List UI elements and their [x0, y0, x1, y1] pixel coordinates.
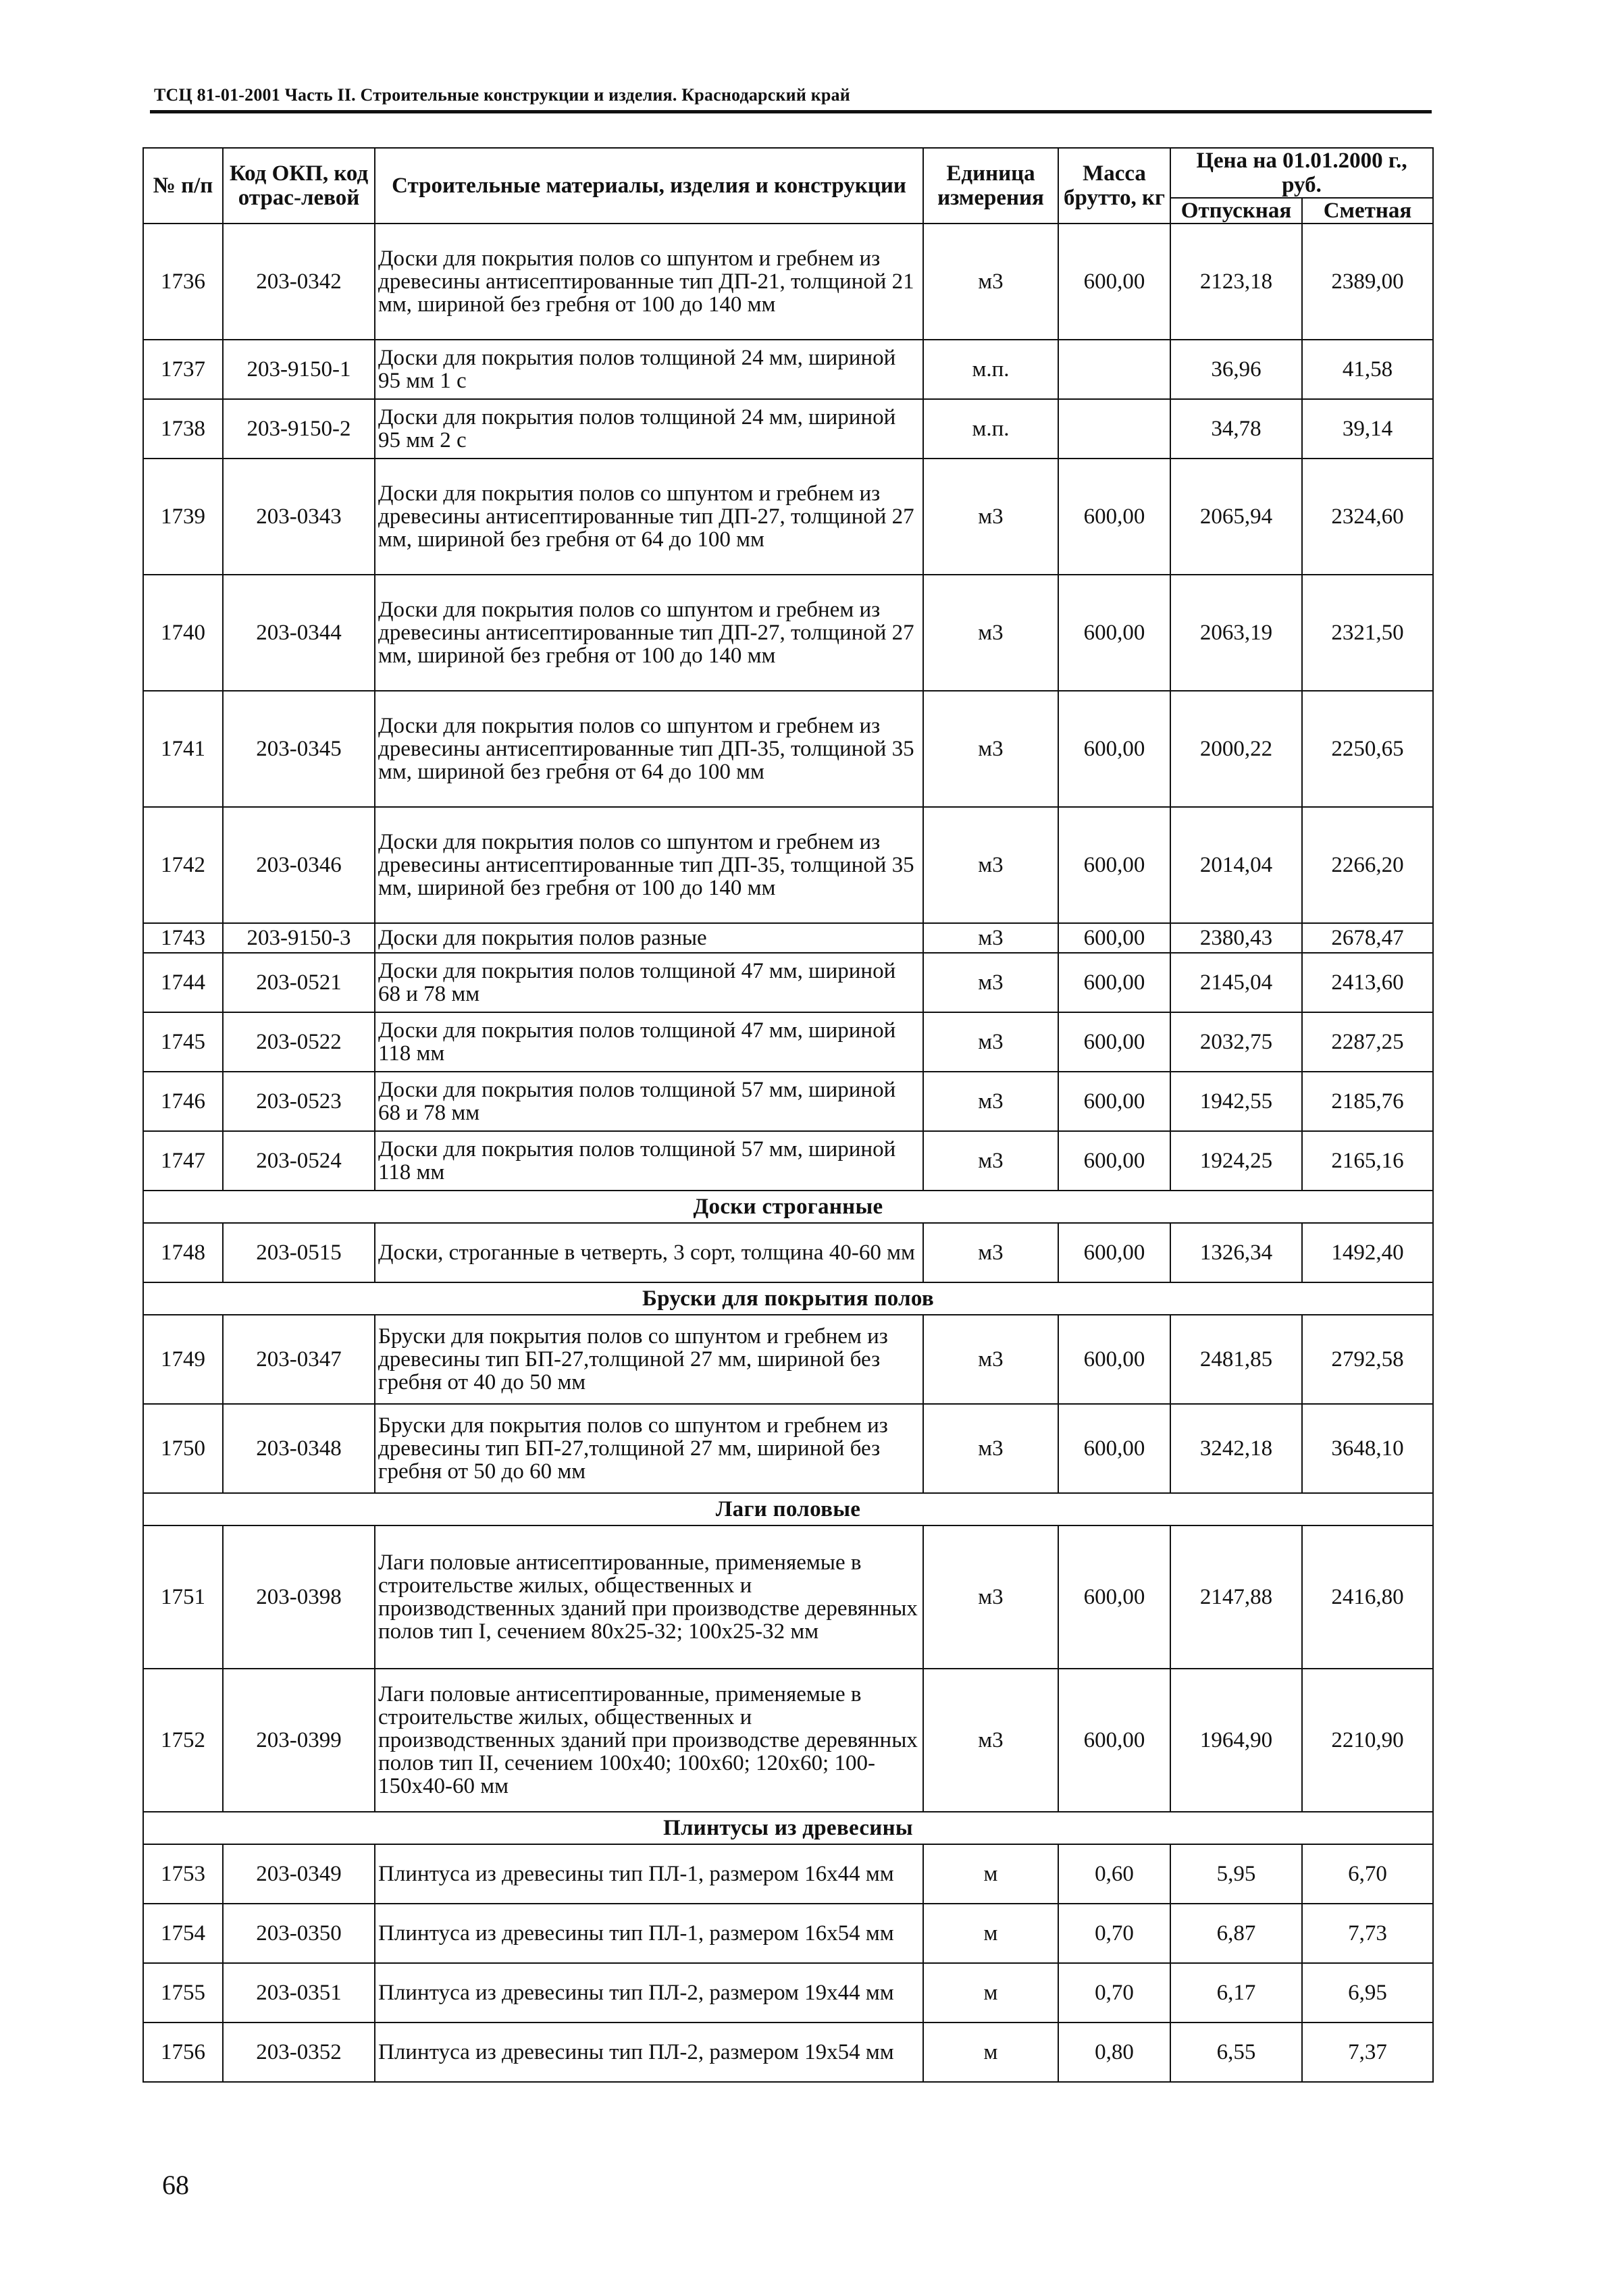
table-row — [143, 1012, 1433, 1072]
cell-price-estimate: 2185,76 — [1302, 1072, 1433, 1131]
table-row — [143, 1904, 1433, 1963]
cell-unit: м3 — [923, 1131, 1058, 1191]
cell-okp-code: 203-0346 — [223, 807, 375, 923]
cell-okp-code: 203-0351 — [223, 1963, 375, 2023]
cell-price-release: 1942,55 — [1170, 1072, 1302, 1131]
cell-okp-code: 203-0399 — [223, 1669, 375, 1812]
cell-unit: м — [923, 1844, 1058, 1904]
table-row — [143, 953, 1433, 1012]
cell-okp-code: 203-9150-2 — [223, 399, 375, 459]
table-row — [143, 1404, 1433, 1493]
cell-price-estimate: 41,58 — [1302, 340, 1433, 399]
cell-mass: 0,60 — [1058, 1844, 1170, 1904]
cell-unit: м3 — [923, 953, 1058, 1012]
cell-price-estimate: 2416,80 — [1302, 1525, 1433, 1669]
cell-mass — [1058, 340, 1170, 399]
cell-okp-code: 203-0515 — [223, 1223, 375, 1282]
table-row — [143, 1315, 1433, 1404]
cell-unit: м3 — [923, 1525, 1058, 1669]
cell-description: Доски для покрытия полов со шпунтом и гребнем из древесины антисептированные тип ДП-21, толщиной 21 мм, шириной без гребня от 100 до 140 мм — [375, 224, 923, 340]
cell-unit: м — [923, 2023, 1058, 2082]
cell-description: Доски для покрытия полов толщиной 24 мм, шириной 95 мм 1 с — [375, 340, 923, 399]
cell-item-number: 1737 — [143, 340, 223, 399]
section-row — [143, 1282, 1433, 1315]
cell-mass: 600,00 — [1058, 691, 1170, 807]
cell-price-release: 1326,34 — [1170, 1223, 1302, 1282]
cell-price-release: 6,55 — [1170, 2023, 1302, 2082]
cell-mass: 600,00 — [1058, 923, 1170, 953]
cell-mass: 0,70 — [1058, 1963, 1170, 2023]
cell-item-number: 1749 — [143, 1315, 223, 1404]
table-row — [143, 1963, 1433, 2023]
cell-price-release: 2481,85 — [1170, 1315, 1302, 1404]
table-row — [143, 691, 1433, 807]
cell-price-estimate: 2413,60 — [1302, 953, 1433, 1012]
cell-mass: 0,80 — [1058, 2023, 1170, 2082]
cell-description: Лаги половые антисептированные, применяемые в строительстве жилых, общественных и производственных зданий при производстве деревянных полов тип II, сечением 100х40; 100х60; 120х60; 100-150х40-60 мм — [375, 1669, 923, 1812]
cell-okp-code: 203-0522 — [223, 1012, 375, 1072]
header-price-group: Цена на 01.01.2000 г., руб. — [1170, 148, 1433, 198]
cell-mass: 600,00 — [1058, 1072, 1170, 1131]
cell-price-release: 1964,90 — [1170, 1669, 1302, 1812]
table-row — [143, 224, 1433, 340]
cell-unit: м3 — [923, 1012, 1058, 1072]
cell-description: Доски для покрытия полов толщиной 57 мм, шириной 118 мм — [375, 1131, 923, 1191]
cell-okp-code: 203-0343 — [223, 459, 375, 575]
cell-okp-code: 203-9150-1 — [223, 340, 375, 399]
cell-description: Доски для покрытия полов толщиной 47 мм, шириной 68 и 78 мм — [375, 953, 923, 1012]
cell-description: Плинтуса из древесины тип ПЛ-1, размером 16х44 мм — [375, 1844, 923, 1904]
table-row — [143, 399, 1433, 459]
cell-item-number: 1750 — [143, 1404, 223, 1493]
cell-okp-code: 203-0348 — [223, 1404, 375, 1493]
cell-unit: м3 — [923, 807, 1058, 923]
cell-item-number: 1739 — [143, 459, 223, 575]
header-mass: Масса брутто, кг — [1058, 148, 1170, 224]
cell-item-number: 1740 — [143, 575, 223, 691]
cell-description: Бруски для покрытия полов со шпунтом и гребнем из древесины тип БП-27,толщиной 27 мм, шириной без гребня от 40 до 50 мм — [375, 1315, 923, 1404]
cell-item-number: 1744 — [143, 953, 223, 1012]
cell-unit: м — [923, 1963, 1058, 2023]
cell-item-number: 1748 — [143, 1223, 223, 1282]
cell-price-estimate: 3648,10 — [1302, 1404, 1433, 1493]
cell-okp-code: 203-9150-3 — [223, 923, 375, 953]
cell-okp-code: 203-0398 — [223, 1525, 375, 1669]
cell-price-estimate: 7,73 — [1302, 1904, 1433, 1963]
section-title: Плинтусы из древесины — [143, 1812, 1433, 1844]
cell-description: Доски для покрытия полов толщиной 47 мм, шириной 118 мм — [375, 1012, 923, 1072]
cell-price-release: 2063,19 — [1170, 575, 1302, 691]
cell-item-number: 1754 — [143, 1904, 223, 1963]
cell-price-estimate: 2287,25 — [1302, 1012, 1433, 1072]
cell-description: Доски для покрытия полов разные — [375, 923, 923, 953]
cell-price-release: 2380,43 — [1170, 923, 1302, 953]
cell-item-number: 1738 — [143, 399, 223, 459]
running-header: ТСЦ 81-01-2001 Часть II. Строительные конструкции и изделия. Краснодарский край — [154, 85, 850, 105]
cell-price-estimate: 2324,60 — [1302, 459, 1433, 575]
cell-item-number: 1756 — [143, 2023, 223, 2082]
cell-mass: 600,00 — [1058, 1315, 1170, 1404]
cell-unit: м.п. — [923, 399, 1058, 459]
table-row — [143, 1131, 1433, 1191]
table-row — [143, 807, 1433, 923]
cell-price-release: 3242,18 — [1170, 1404, 1302, 1493]
cell-price-release: 6,87 — [1170, 1904, 1302, 1963]
cell-okp-code: 203-0521 — [223, 953, 375, 1012]
cell-item-number: 1746 — [143, 1072, 223, 1131]
cell-price-estimate: 2389,00 — [1302, 224, 1433, 340]
cell-price-release: 5,95 — [1170, 1844, 1302, 1904]
cell-mass: 600,00 — [1058, 807, 1170, 923]
cell-mass: 600,00 — [1058, 1669, 1170, 1812]
cell-description: Плинтуса из древесины тип ПЛ-2, размером 19х44 мм — [375, 1963, 923, 2023]
cell-unit: м3 — [923, 1669, 1058, 1812]
cell-item-number: 1753 — [143, 1844, 223, 1904]
section-title: Доски строганные — [143, 1191, 1433, 1223]
table-row — [143, 1844, 1433, 1904]
cell-okp-code: 203-0523 — [223, 1072, 375, 1131]
cell-mass: 600,00 — [1058, 1525, 1170, 1669]
cell-price-release: 2065,94 — [1170, 459, 1302, 575]
cell-price-release: 2145,04 — [1170, 953, 1302, 1012]
cell-mass: 600,00 — [1058, 1012, 1170, 1072]
table-row — [143, 923, 1433, 953]
cell-description: Бруски для покрытия полов со шпунтом и гребнем из древесины тип БП-27,толщиной 27 мм, шириной без гребня от 50 до 60 мм — [375, 1404, 923, 1493]
cell-unit: м3 — [923, 691, 1058, 807]
section-title: Бруски для покрытия полов — [143, 1282, 1433, 1315]
section-row — [143, 1191, 1433, 1223]
cell-okp-code: 203-0347 — [223, 1315, 375, 1404]
cell-unit: м3 — [923, 459, 1058, 575]
cell-mass: 600,00 — [1058, 224, 1170, 340]
cell-item-number: 1736 — [143, 224, 223, 340]
cell-description: Доски для покрытия полов толщиной 57 мм, шириной 68 и 78 мм — [375, 1072, 923, 1131]
cell-mass: 600,00 — [1058, 459, 1170, 575]
cell-description: Доски, строганные в четверть, 3 сорт, толщина 40-60 мм — [375, 1223, 923, 1282]
cell-price-estimate: 1492,40 — [1302, 1223, 1433, 1282]
cell-unit: м3 — [923, 575, 1058, 691]
cell-item-number: 1755 — [143, 1963, 223, 2023]
cell-okp-code: 203-0344 — [223, 575, 375, 691]
header-rule — [150, 110, 1432, 113]
cell-unit: м3 — [923, 923, 1058, 953]
cell-price-estimate: 2210,90 — [1302, 1669, 1433, 1812]
cell-description: Доски для покрытия полов со шпунтом и гребнем из древесины антисептированные тип ДП-27, толщиной 27 мм, шириной без гребня от 64 до 100 мм — [375, 459, 923, 575]
price-table-wrapper — [142, 147, 1432, 2083]
cell-price-estimate: 2266,20 — [1302, 807, 1433, 923]
cell-price-release: 2147,88 — [1170, 1525, 1302, 1669]
table-row — [143, 1669, 1433, 1812]
cell-price-release: 2123,18 — [1170, 224, 1302, 340]
cell-description: Плинтуса из древесины тип ПЛ-2, размером 19х54 мм — [375, 2023, 923, 2082]
section-title: Лаги половые — [143, 1493, 1433, 1525]
cell-item-number: 1751 — [143, 1525, 223, 1669]
cell-price-release: 2032,75 — [1170, 1012, 1302, 1072]
cell-okp-code: 203-0342 — [223, 224, 375, 340]
table-row — [143, 340, 1433, 399]
table-row — [143, 575, 1433, 691]
cell-unit: м — [923, 1904, 1058, 1963]
cell-unit: м3 — [923, 1404, 1058, 1493]
cell-unit: м3 — [923, 1072, 1058, 1131]
table-body — [143, 224, 1433, 2082]
cell-price-estimate: 2678,47 — [1302, 923, 1433, 953]
cell-okp-code: 203-0350 — [223, 1904, 375, 1963]
header-num: № п/п — [143, 148, 223, 224]
table-row — [143, 459, 1433, 575]
cell-description: Доски для покрытия полов со шпунтом и гребнем из древесины антисептированные тип ДП-27, толщиной 27 мм, шириной без гребня от 100 до 140 мм — [375, 575, 923, 691]
header-unit: Единица измерения — [923, 148, 1058, 224]
cell-price-estimate: 7,37 — [1302, 2023, 1433, 2082]
cell-item-number: 1741 — [143, 691, 223, 807]
cell-price-release: 2014,04 — [1170, 807, 1302, 923]
header-code: Код ОКП, код отрас-левой — [223, 148, 375, 224]
cell-mass: 0,70 — [1058, 1904, 1170, 1963]
cell-price-release: 36,96 — [1170, 340, 1302, 399]
table-header — [143, 148, 1433, 224]
cell-okp-code: 203-0352 — [223, 2023, 375, 2082]
cell-unit: м3 — [923, 1315, 1058, 1404]
cell-item-number: 1745 — [143, 1012, 223, 1072]
cell-price-estimate: 2792,58 — [1302, 1315, 1433, 1404]
cell-item-number: 1752 — [143, 1669, 223, 1812]
price-table — [142, 147, 1434, 2083]
cell-item-number: 1747 — [143, 1131, 223, 1191]
table-row — [143, 1525, 1433, 1669]
section-row — [143, 1493, 1433, 1525]
cell-okp-code: 203-0345 — [223, 691, 375, 807]
cell-item-number: 1742 — [143, 807, 223, 923]
cell-unit: м3 — [923, 1223, 1058, 1282]
cell-description: Доски для покрытия полов со шпунтом и гребнем из древесины антисептированные тип ДП-35, толщиной 35 мм, шириной без гребня от 64 до 100 мм — [375, 691, 923, 807]
cell-mass: 600,00 — [1058, 575, 1170, 691]
cell-mass: 600,00 — [1058, 1404, 1170, 1493]
cell-description: Доски для покрытия полов толщиной 24 мм, шириной 95 мм 2 с — [375, 399, 923, 459]
header-description: Строительные материалы, изделия и конструкции — [375, 148, 923, 224]
cell-price-release: 2000,22 — [1170, 691, 1302, 807]
header-price-estimate: Сметная — [1302, 198, 1433, 224]
cell-price-estimate: 6,95 — [1302, 1963, 1433, 2023]
cell-mass: 600,00 — [1058, 1131, 1170, 1191]
header-price-release: Отпускная — [1170, 198, 1302, 224]
cell-price-estimate: 2321,50 — [1302, 575, 1433, 691]
cell-okp-code: 203-0524 — [223, 1131, 375, 1191]
cell-description: Доски для покрытия полов со шпунтом и гребнем из древесины антисептированные тип ДП-35, толщиной 35 мм, шириной без гребня от 100 до 140 мм — [375, 807, 923, 923]
cell-okp-code: 203-0349 — [223, 1844, 375, 1904]
table-row — [143, 1223, 1433, 1282]
cell-price-estimate: 6,70 — [1302, 1844, 1433, 1904]
cell-unit: м3 — [923, 224, 1058, 340]
cell-description: Лаги половые антисептированные, применяемые в строительстве жилых, общественных и производственных зданий при производстве деревянных полов тип I, сечением 80х25-32; 100х25-32 мм — [375, 1525, 923, 1669]
table-row — [143, 2023, 1433, 2082]
cell-mass: 600,00 — [1058, 1223, 1170, 1282]
cell-unit: м.п. — [923, 340, 1058, 399]
cell-price-estimate: 2250,65 — [1302, 691, 1433, 807]
cell-price-release: 6,17 — [1170, 1963, 1302, 2023]
page-number: 68 — [162, 2170, 189, 2200]
cell-description: Плинтуса из древесины тип ПЛ-1, размером 16х54 мм — [375, 1904, 923, 1963]
cell-mass — [1058, 399, 1170, 459]
cell-price-release: 1924,25 — [1170, 1131, 1302, 1191]
cell-price-estimate: 39,14 — [1302, 399, 1433, 459]
section-row — [143, 1812, 1433, 1844]
table-row — [143, 1072, 1433, 1131]
cell-price-estimate: 2165,16 — [1302, 1131, 1433, 1191]
cell-item-number: 1743 — [143, 923, 223, 953]
cell-price-release: 34,78 — [1170, 399, 1302, 459]
cell-mass: 600,00 — [1058, 953, 1170, 1012]
